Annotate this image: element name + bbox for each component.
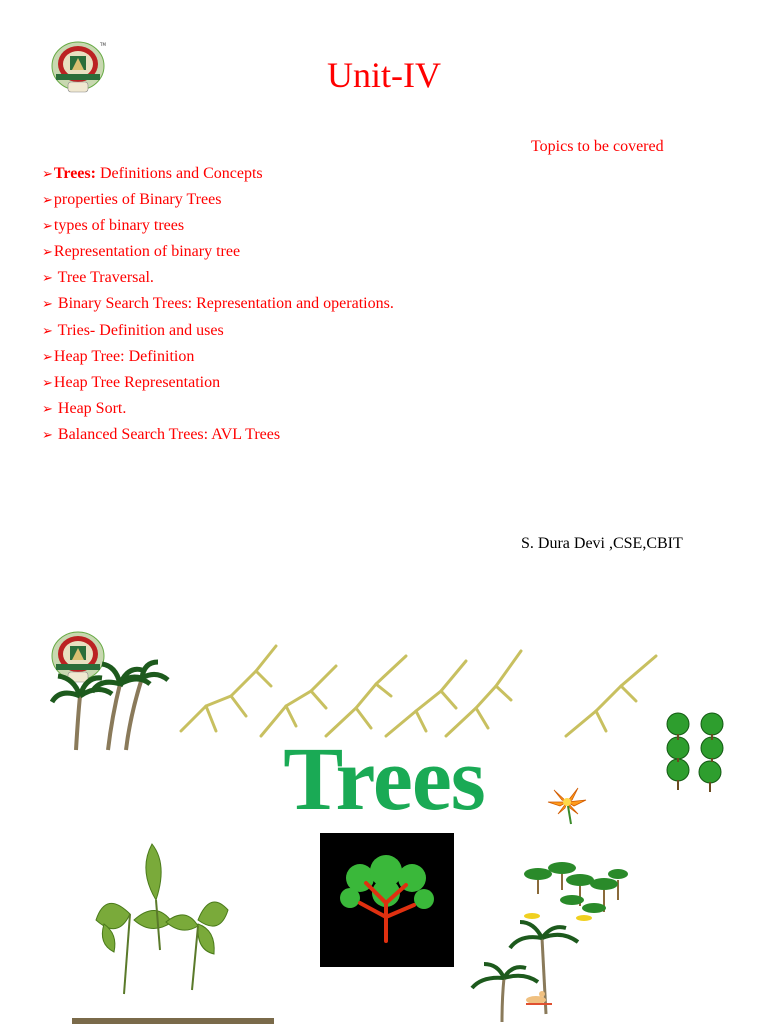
topic-item: ➢ Binary Search Trees: Representation and operations. [42,295,394,313]
photo-strip [72,1018,274,1024]
trees-title: Trees [283,730,485,829]
arrow-bullet-icon: ➢ [42,245,53,261]
arrow-bullet-icon: ➢ [42,401,53,417]
arrow-bullet-icon: ➢ [42,323,53,339]
topic-item: ➢types of binary trees [42,217,185,235]
svg-text:TM: TM [100,42,106,47]
topics-list [42,161,394,448]
topic-item: ➢properties of Binary Trees [42,191,222,209]
fractal-tree-icon [320,833,454,967]
topic-item: ➢ Tree Traversal. [42,269,154,287]
topic-item: ➢Heap Tree: Definition [42,347,195,365]
topic-item: ➢ Tries- Definition and uses [42,321,224,339]
slide-title: Unit-IV [327,55,441,95]
flower-icon [544,782,590,831]
topic-item: ➢Heap Tree Representation [42,373,221,391]
topics-heading: Topics to be covered [531,138,664,155]
arrow-bullet-icon: ➢ [42,375,53,391]
slide-trees [0,600,768,1024]
topic-item: ➢Trees: Definitions and Concepts [42,165,263,182]
arrow-bullet-icon: ➢ [42,193,53,209]
arrow-bullet-icon: ➢ [42,167,53,182]
topic-item: ➢Representation of binary tree [42,243,241,261]
arrow-bullet-icon: ➢ [42,427,53,443]
topic-item: ➢ Heap Sort. [42,399,127,417]
arrow-bullet-icon: ➢ [42,219,53,235]
arrow-bullet-icon: ➢ [42,297,53,313]
leaves-icon [86,840,236,1005]
beach-palm-icon [466,918,582,1029]
topic-item: ➢ Balanced Search Trees: AVL Trees [42,425,281,443]
arrow-bullet-icon: ➢ [42,271,53,287]
arrow-bullet-icon: ➢ [42,349,53,365]
author-credit: S. Dura Devi ,CSE,CBIT [521,535,683,552]
